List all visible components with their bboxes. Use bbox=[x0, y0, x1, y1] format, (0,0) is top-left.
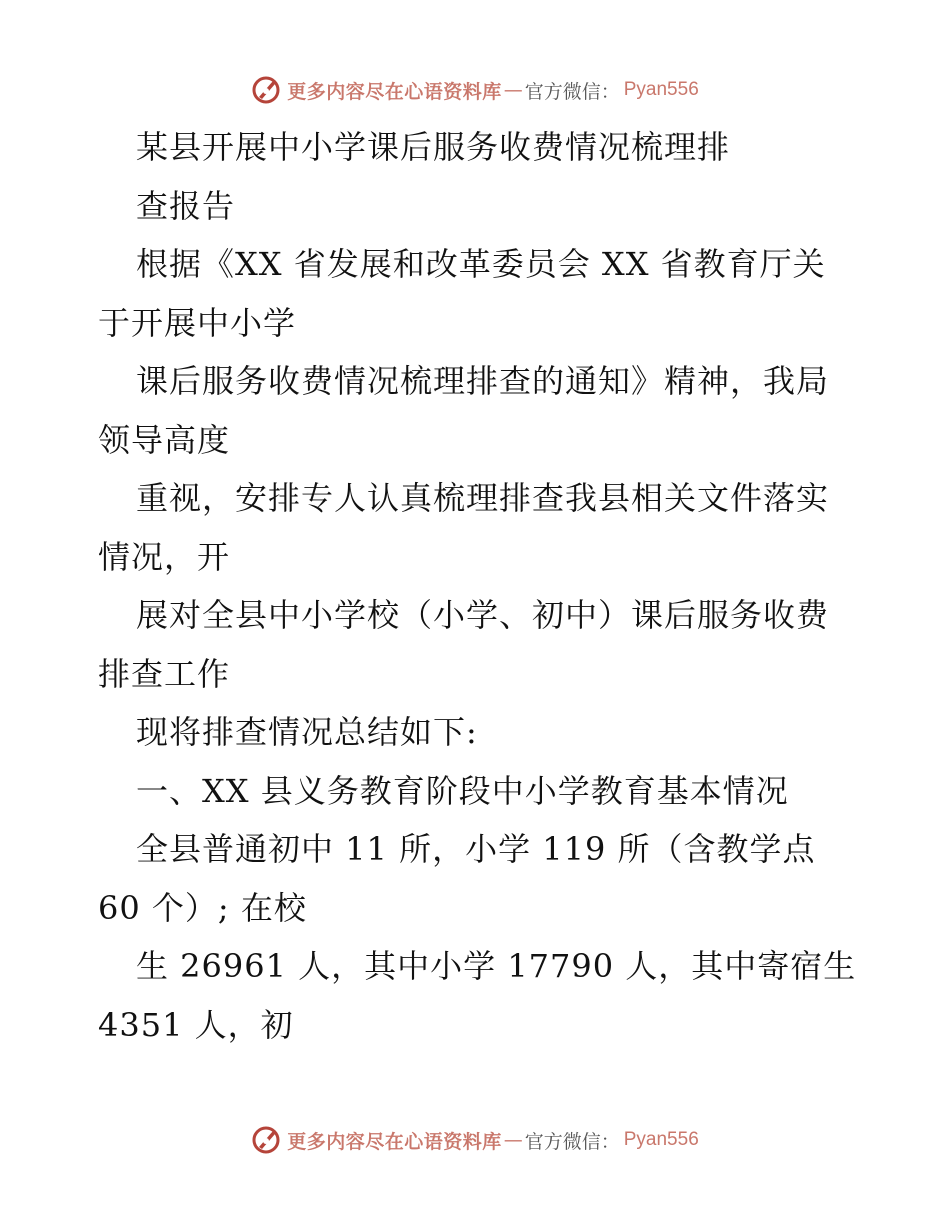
doc-line: 4351 人，初 bbox=[98, 1005, 294, 1044]
watermark-id: Pyan556 bbox=[623, 79, 699, 100]
doc-line: 情况，开 bbox=[98, 537, 231, 576]
doc-line-title: 某县开展中小学课后服务收费情况梳理排 bbox=[136, 128, 731, 166]
doc-line-title-cont: 查报告 bbox=[136, 186, 236, 225]
watermark-id: Pyan556 bbox=[623, 1129, 699, 1150]
watermark-separator: — bbox=[503, 79, 523, 101]
section-heading: 一、XX 县义务教育阶段中小学教育基本情况 bbox=[136, 771, 789, 810]
doc-line: 生 26961 人，其中小学 17790 人，其中寄宿生 bbox=[136, 947, 857, 985]
footer-watermark bbox=[0, 1120, 950, 1160]
document-body bbox=[98, 118, 868, 1054]
quill-logo-icon bbox=[251, 1125, 281, 1155]
watermark-brand: 更多内容尽在心语资料库 bbox=[287, 1130, 502, 1153]
doc-line: 现将排查情况总结如下: bbox=[136, 713, 478, 751]
doc-line: 领导高度 bbox=[98, 420, 231, 459]
doc-line: 根据《XX 省发展和改革委员会 XX 省教育厅关 bbox=[136, 245, 826, 283]
doc-line: 展对全县中小学校（小学、初中）课后服务收费 bbox=[136, 596, 830, 634]
doc-line: 于开展中小学 bbox=[98, 303, 297, 342]
watermark-label: 官方微信： bbox=[524, 80, 620, 103]
quill-logo-icon bbox=[251, 75, 281, 105]
watermark-label: 官方微信： bbox=[524, 1130, 620, 1153]
doc-line: 排查工作 bbox=[98, 654, 231, 693]
watermark-brand: 更多内容尽在心语资料库 bbox=[287, 80, 502, 103]
header-watermark bbox=[0, 70, 950, 110]
doc-line: 重视，安排专人认真梳理排查我县相关文件落实 bbox=[136, 479, 830, 517]
doc-line: 全县普通初中 11 所，小学 119 所（含教学点 bbox=[136, 830, 816, 868]
doc-line: 课后服务收费情况梳理排查的通知》精神，我局 bbox=[136, 362, 830, 400]
doc-line: 60 个）; 在校 bbox=[98, 888, 307, 927]
watermark-separator: — bbox=[503, 1129, 523, 1151]
